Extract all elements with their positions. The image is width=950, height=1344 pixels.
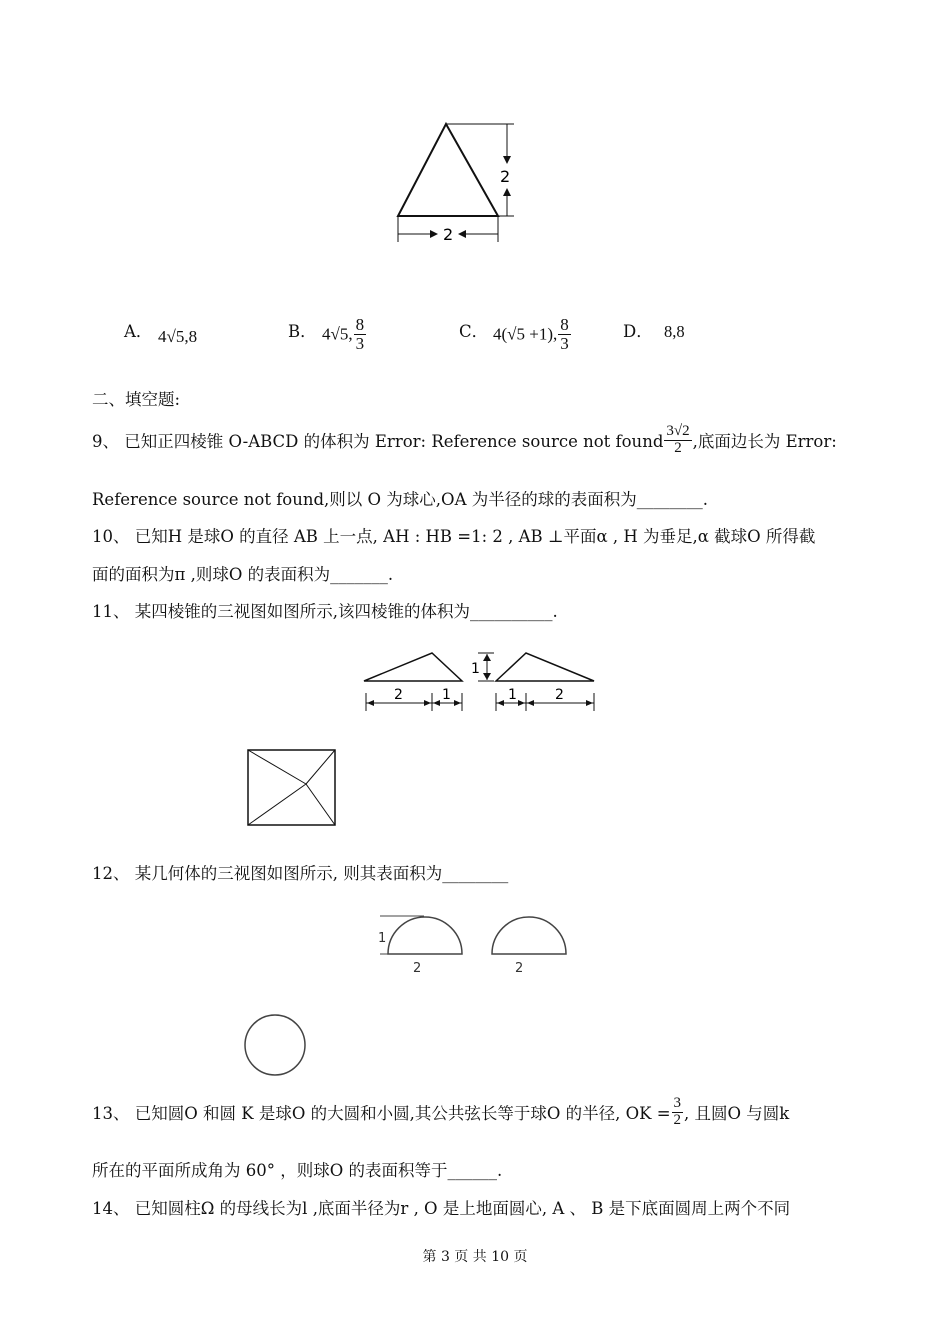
q11-dim-height: 1 — [471, 661, 480, 677]
option-b-label: B． — [288, 322, 317, 341]
q11-text: 11、 某四棱锥的三视图如图所示,该四棱锥的体积为__________. — [92, 602, 558, 621]
q12-text: 12、 某几何体的三视图如图所示, 则其表面积为________ — [92, 864, 509, 883]
q13-frac — [672, 1096, 684, 1129]
q9-line1 — [92, 424, 837, 457]
q11-dim-left-2: 2 — [394, 687, 403, 703]
section-heading: 二、填空题: — [92, 390, 181, 409]
q10-line2: 面的面积为π ,则球O 的表面积为_______. — [92, 565, 394, 584]
q9-text-pre: 9、 已知正四棱锥 O-ABCD 的体积为 Error: Reference source not found — [92, 432, 664, 452]
q13-text-post: , 且圆O 与圆k — [684, 1104, 790, 1124]
q9-line2: Reference source not found,则以 O 为球心,OA 为半径的球的表面积为________. — [92, 490, 708, 509]
q11-three-views — [360, 645, 610, 725]
q12-three-views — [372, 908, 572, 978]
option-b-prefix: 4√5, — [322, 324, 353, 344]
option-d-value: 8,8 — [663, 322, 685, 341]
q12-top-view — [242, 1012, 310, 1080]
frac-den: 2 — [674, 439, 682, 456]
q9-text-post: ,底面边长为 Error: — [692, 432, 837, 452]
option-c-frac — [558, 316, 571, 353]
q14-line1: 14、 已知圆柱Ω 的母线长为l ,底面半径为r , O 是上地面圆心, A 、 B 是下底面圆周上两个不同 — [92, 1199, 791, 1218]
frac-num: 3√2 — [666, 423, 690, 439]
base-label: 2 — [443, 225, 454, 244]
option-b-frac — [354, 316, 367, 353]
option-d-label: D． — [623, 322, 653, 341]
figure-triangle-view — [380, 110, 530, 250]
frac-den: 2 — [673, 1111, 682, 1128]
option-b — [288, 318, 317, 342]
q12-dim-height: 1 — [378, 931, 387, 946]
q13-line2: 所在的平面所成角为 60° ，则球O 的表面积等于______. — [92, 1161, 503, 1180]
q11-top-view — [246, 748, 338, 828]
height-label: 2 — [500, 167, 511, 186]
frac-num: 8 — [560, 315, 569, 334]
frac-num: 3 — [673, 1095, 682, 1111]
q9-frac — [664, 424, 691, 457]
frac-den: 3 — [355, 333, 365, 353]
q13-line1 — [92, 1096, 789, 1129]
option-d — [623, 318, 685, 342]
option-c-value — [493, 316, 572, 353]
q10-line1: 10、 已知H 是球O 的直径 AB 上一点, AH : HB =1: 2 , AB ⊥平面α , H 为垂足,α 截球O 所得截 — [92, 527, 816, 546]
option-c — [459, 318, 488, 342]
q11-dim-right-1: 1 — [508, 687, 517, 703]
option-c-prefix: 4(√5 +1), — [493, 324, 558, 344]
page-footer: 第 3 页 共 10 页 — [422, 1249, 528, 1265]
option-a-label: A． — [124, 322, 153, 341]
q12-dim-side-base: 2 — [515, 961, 524, 976]
option-a — [124, 318, 152, 342]
q11-dim-left-1: 1 — [442, 687, 451, 703]
q11-dim-right-2: 2 — [555, 687, 564, 703]
q12-dim-front-base: 2 — [413, 961, 422, 976]
q13-text-pre: 13、 已知圆O 和圆 K 是球O 的大圆和小圆,其公共弦长等于球O 的半径, OK = — [92, 1104, 671, 1124]
frac-den: 3 — [560, 333, 569, 353]
frac-num: 8 — [355, 315, 365, 334]
option-a-value: 4√5,8 — [158, 327, 198, 346]
option-c-label: C． — [459, 322, 489, 341]
option-b-value — [322, 316, 367, 353]
